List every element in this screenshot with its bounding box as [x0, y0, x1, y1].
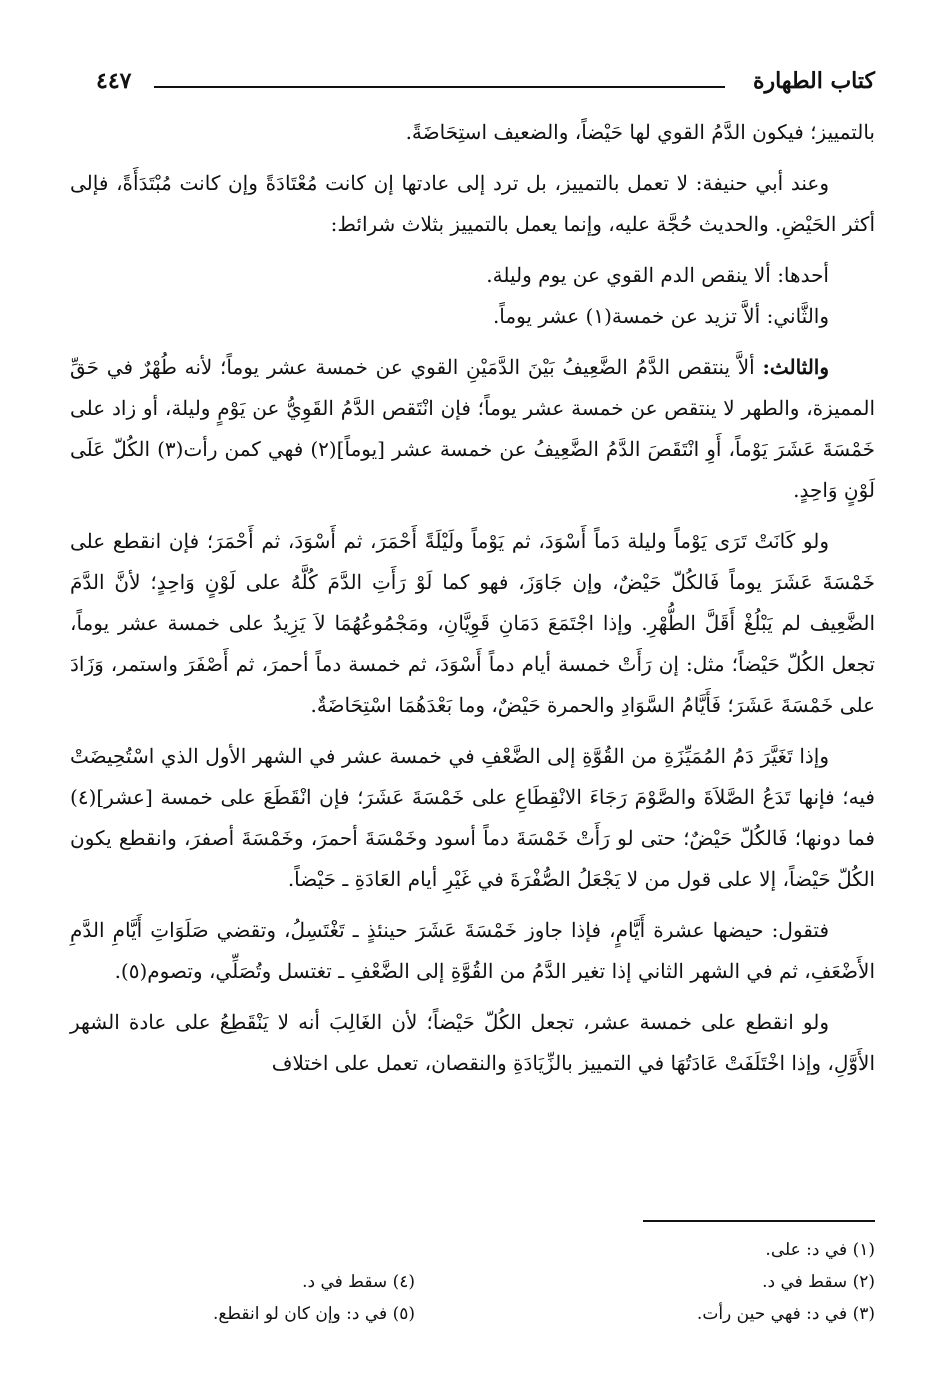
condition-three [70, 347, 875, 511]
paragraph: وعند أبي حنيفة: لا تعمل بالتمييز، بل ترد إلى عادتها إن كانت مُعْتَادَةً وإن كانت مُبْتَدَأَةً، فإلى أكثر الحَيْضِ. والحديث حُجَّة عليه، وإنما يعمل بالتمييز بثلاث شرائط: [70, 171, 875, 236]
footnote-item: (٤) سقط في د. [302, 1272, 415, 1292]
footnote-item: (٣) في د: فهي حين رأت. [696, 1304, 875, 1324]
footnote-item: (١) في د: على. [765, 1240, 875, 1260]
condition-one: أحدها: ألا ينقص الدم القوي عن يوم وليلة. [486, 263, 829, 287]
condition-two: والثَّاني: ألاَّ تزيد عن خمسة(١) عشر يوماً. [492, 304, 829, 328]
running-head: كتاب الطهارة [752, 68, 875, 94]
paragraph: وإذا تَغَيَّرَ دَمُ المُمَيِّزَةِ من القُوَّةِ إلى الضَّعْفِ في خمسة عشر في الشهر الأول الذي اسْتُحِيضَتْ فيه؛ فإنها تَدَعُ الصَّلاَةَ والصَّوْمَ رَجَاءَ الانْقِطَاعِ على خَمْسَةَ عَشَرَ؛ فإن انْقَطَعَ على خمسة [عشر](٤) فما دونها؛ فَالكُلّ حَيْضٌ؛ حتى لو رَأَتْ خَمْسَةَ دماً أسود وخَمْسَةَ أحمرَ، وخَمْسَةَ أصفرَ، وانقطع يكون الكُلّ حَيْضاً، إلا على قول من لا يَجْعَلُ الصُّفْرَةَ في غَيْرِ أيام العَادَةِ ـ حَيْضاً. [70, 744, 875, 891]
footnotes-column-right [455, 1234, 875, 1330]
footnote-rule [643, 1220, 875, 1222]
page-header [96, 64, 875, 104]
footnotes-column-left [55, 1266, 415, 1330]
footnote-item: (٢) سقط في د. [762, 1272, 875, 1292]
paragraph: بالتمييز؛ فيكون الدَّمُ القوي لها حَيْضاً، والضعيف استِحَاضَةً. [405, 120, 875, 144]
condition-three-label: والثالث: [762, 355, 830, 379]
footnote-item: (٥) في د: وإن كان لو انقطع. [212, 1304, 415, 1324]
paragraph: فتقول: حيضها عشرة أَيَّامٍ، فإذا جاوز خَمْسَةَ عَشَرَ حينئذٍ ـ تَغْتَسِلُ، وتقضي صَلَوَاتِ أَيَّامِ الدَّمِ الأَضْعَفِ، ثم في الشهر الثاني إذا تغير الدَّمُ من القُوَّةِ إلى الضَّعْفِ ـ تغتسل وتُصَلِّي، وتصوم(٥). [70, 918, 875, 983]
header-rule [154, 86, 725, 88]
main-text [70, 112, 875, 1084]
page-number: ٤٤٧ [96, 68, 132, 94]
condition-three-text: ألاَّ ينتقص الدَّمُ الضَّعِيفُ بَيْنَ الدَّمَيْنِ القوي عن خمسة عشر يوماً؛ لأنه طُهْرٌ في حَقِّ المميزة، والطهر لا ينتقص عن خمسة عشر يوماً؛ فإن انْتَقص الدَّمُ القَوِيُّ عن يَوْمٍ وليلة، أو زاد على خَمْسَةَ عَشَرَ يَوْماً، أَوِ انْتَقَصَ الدَّمُ الضَّعِيفُ عن خمسة عشر [يوماً](٢) فهي كمن رأت(٣) الكُلّ عَلَى لَوْنٍ وَاحِدٍ. [70, 355, 875, 502]
paragraph: ولو كَانَتْ تَرَى يَوْماً وليلة دَماً أَسْوَدَ، ثم يَوْماً ولَيْلَةً أَحْمَرَ، ثم أَسْوَدَ، ثم أَحْمَرَ؛ فإن انقطع على خَمْسَةَ عَشَرَ يوماً فَالكُلّ حَيْضٌ، وإن جَاوَزَ، فهو كما لَوْ رَأَتِ الدَّمَ كُلَّهُ على لَوْنٍ وَاحِدٍ؛ لأنَّ الدَّمَ الضَّعِيف لم يَبْلُغْ أَقَلَّ الطُّهْرِ. وإذا اجْتَمَعَ دَمَانِ قَوِيَّانِ، ومَجْمُوعُهُمَا لاَ يَزِيدُ على خمسة عشر يوماً، تجعل الكُلّ حَيْضاً؛ مثل: إن رَأَتْ خمسة أيام دماً أَسْوَدَ، ثم خمسة دماً أحمرَ، ثم أَصْفَرَ واستمر، وَزَادَ على خَمْسَةَ عَشَرَ؛ فَأَيَّامُ السَّوَادِ والحمرة حَيْضٌ، وما بَعْدَهُمَا اسْتِحَاضَةٌ. [70, 529, 875, 717]
paragraph: ولو انقطع على خمسة عشر، تجعل الكُلّ حَيْضاً؛ لأن الغَالِبَ أنه لا يَنْقَطِعُ على عادة الشهر الأَوَّلِ، وإذا اخْتَلَفَتْ عَادَتُهَا في التمييز بالزِّيَادَةِ والنقصان، تعمل على اختلاف [70, 1010, 875, 1075]
